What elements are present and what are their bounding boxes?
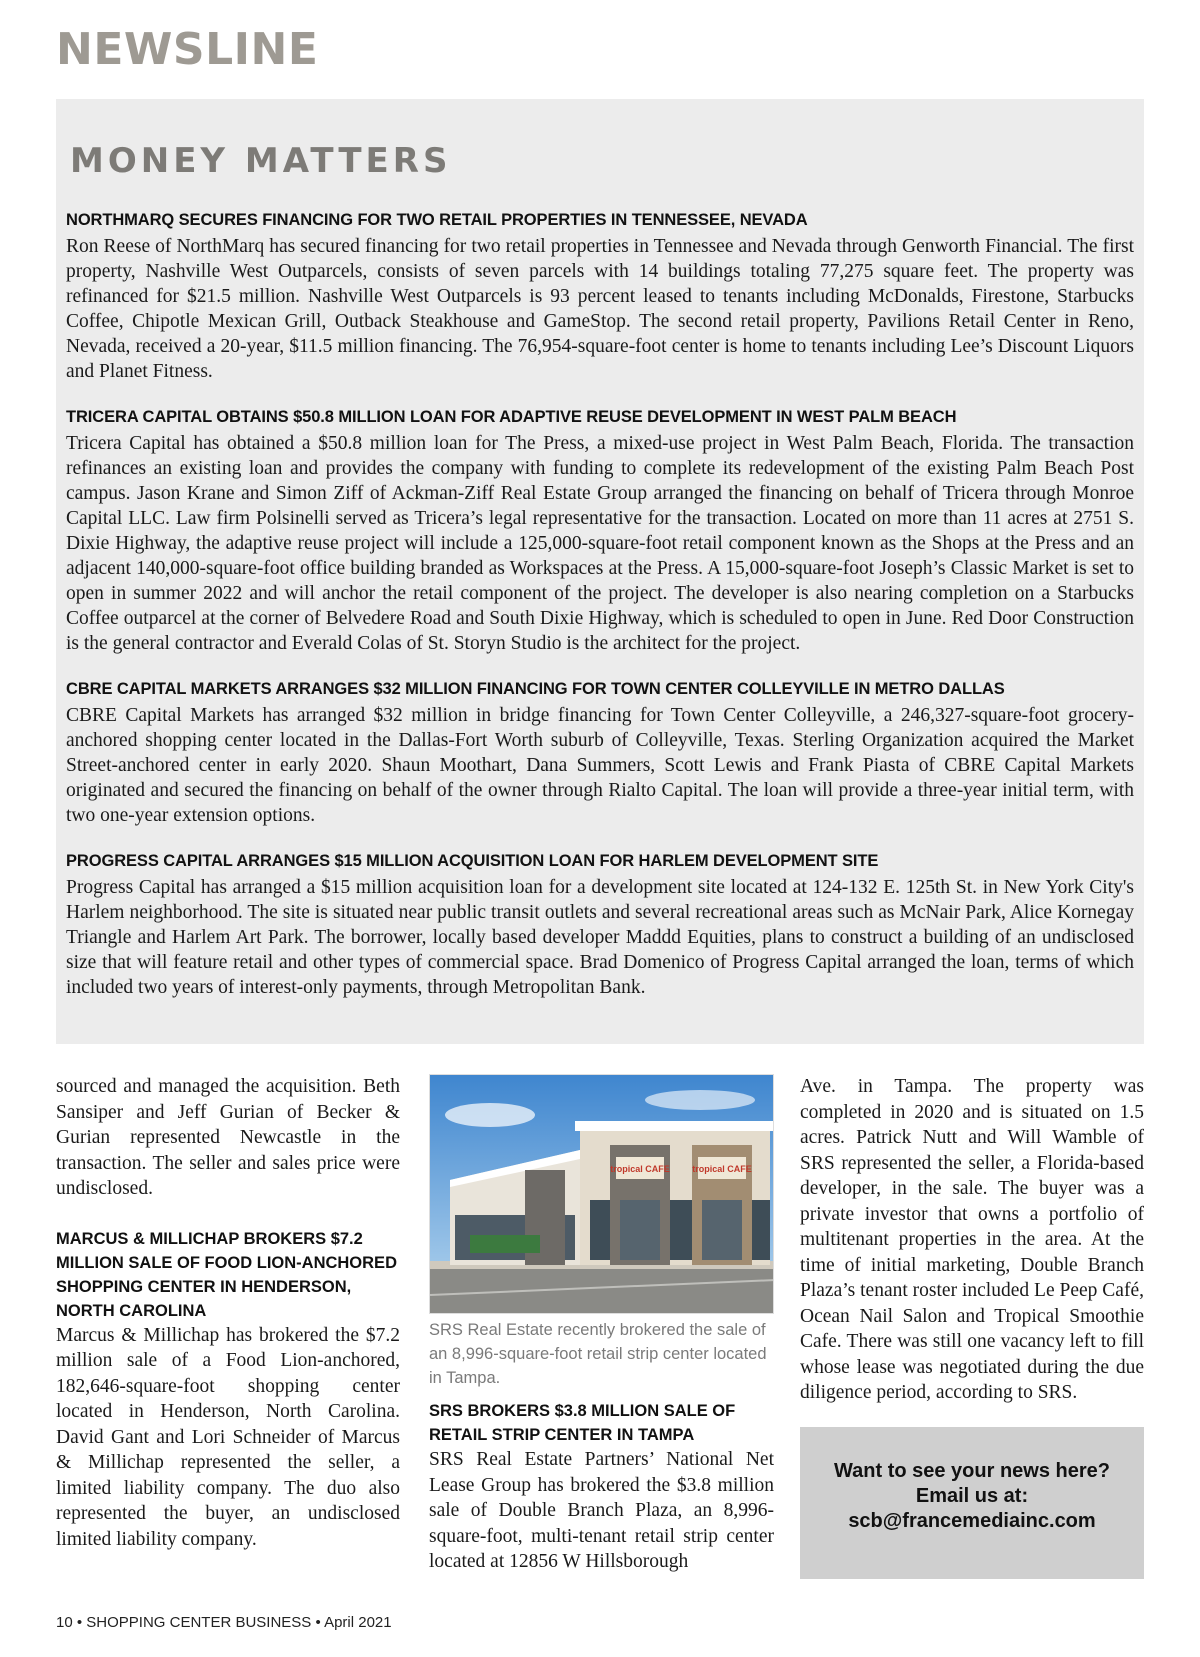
page-footer: 10 • SHOPPING CENTER BUSINESS • April 2021 <box>56 1614 392 1631</box>
article-body: Tricera Capital has obtained a $50.8 million loan for The Press, a mixed-use project in West Palm Beach, Florida. The transaction refinances an existing loan and provides the company with funding to complete its redevelopment of the existing Palm Beach Post campus. Jason Krane and Simon Ziff of Ackman-Ziff Real Estate Group arranged the financing on behalf of Tricera through Monroe Capital LLC. Law firm Polsinelli served as Tricera’s legal representative for the transaction. Located on more than 11 acres at 2751 S. Dixie Highway, the adaptive reuse project will include a 125,000-square-foot retail component known as the Shops at the Press and an adjacent 140,000-square-foot office building branded as Workspaces at the Press. A 15,000-square-foot Joseph’s Classic Market is set to open in summer 2022 and will anchor the retail component of the project. The developer is also nearing completion on a Starbucks Coffee outparcel at the corner of Belvedere Road and South Dixie Highway, which is scheduled to open in June. Red Door Construction is the general contractor and Everald Colas of St. Storyn Studio is the architect for the project. <box>66 433 1134 654</box>
article-body: Marcus & Millichap has brokered the $7.2 million sale of a Food Lion-anchored, 182,646-square-foot shopping center located in Henderson, North Carolina. David Gant and Lori Schneider of Marcus & Millichap represented the seller, a limited liability company. The duo also represented the buyer, an undisclosed limited liability company. <box>56 1324 400 1550</box>
svg-text:tropical CAFE: tropical CAFE <box>610 1164 670 1174</box>
article-headline: TRICERA CAPITAL OBTAINS $50.8 MILLION LOAN FOR ADAPTIVE REUSE DEVELOPMENT IN WEST PALM BEACH <box>66 408 957 426</box>
column-left <box>56 1074 400 1552</box>
article-northmarq <box>66 209 1134 384</box>
article-headline: CBRE CAPITAL MARKETS ARRANGES $32 MILLION FINANCING FOR TOWN CENTER COLLEYVILLE IN METRO DALLAS <box>66 680 1005 698</box>
column-middle <box>429 1074 774 1575</box>
photo-caption: SRS Real Estate recently brokered the sale of an 8,996-square-foot retail strip center located in Tampa. <box>429 1321 767 1387</box>
article-tricera <box>66 406 1134 656</box>
article-body: Ron Reese of NorthMarq has secured financing for two retail properties in Tennessee and Nevada through Genworth Financial. The first property, Nashville West Outparcels, consists of seven parcels with 14 buildings totaling 77,275 square feet. The property was refinanced for $21.5 million. Nashville West Outparcels is 93 percent leased to tenants including McDonalds, Firestone, Starbucks Coffee, Chipotle Mexican Grill, Outback Steakhouse and GameStop. The second retail property, Pavilions Retail Center in Reno, Nevada, received a 20-year, $11.5 million financing. The 76,954-square-foot center is home to tenants including Lee’s Discount Liquors and Planet Fitness. <box>66 236 1134 382</box>
continued-text: sourced and managed the acquisition. Beth Sansiper and Jeff Gurian of Becker & Gurian represented Newcastle in the transaction. The seller and sales price were undisclosed. <box>56 1076 400 1199</box>
article-body: CBRE Capital Markets has arranged $32 million in bridge financing for Town Center Colleyville, a 246,327-square-foot grocery-anchored shopping center located in the Dallas-Fort Worth suburb of Colleyville, Texas. Sterling Organization acquired the Market Street-anchored center in early 2020. Shaun Moothart, Dana Summers, Scott Lewis and Frank Piasta of CBRE Capital Markets originated and secured the financing on behalf of the owner through Rialto Capital. The loan will provide a three-year initial term, with two one-year extension options. <box>66 705 1134 826</box>
cta-line2: Email us at: <box>915 1485 1029 1507</box>
retail-center-photo <box>429 1074 774 1314</box>
article-body: Progress Capital has arranged a $15 million acquisition loan for a development site located at 124-132 E. 125th St. in New York City's Harlem neighborhood. The site is situated near public transit outlets and several recreational areas such as McNair Park, Alice Kornegay Triangle and Harlem Art Park. The borrower, locally based developer Maddd Equities, plans to construct a building of an undisclosed size that will feature retail and other types of commercial space. Brad Domenico of Progress Capital arranged the loan, terms of which included two years of interest-only payments, through Metropolitan Bank. <box>66 877 1134 998</box>
section-header: NEWSLINE <box>56 24 319 75</box>
cta-line1: Want to see your news here? <box>834 1460 1110 1482</box>
article-headline: NORTHMARQ SECURES FINANCING FOR TWO RETAIL PROPERTIES IN TENNESSEE, NEVADA <box>66 211 808 229</box>
article-headline: PROGRESS CAPITAL ARRANGES $15 MILLION ACQUISITION LOAN FOR HARLEM DEVELOPMENT SITE <box>66 852 879 870</box>
svg-text:tropical CAFE: tropical CAFE <box>692 1164 752 1174</box>
news-submission-box <box>800 1427 1144 1579</box>
article-progress <box>66 850 1134 1000</box>
money-matters-box <box>56 99 1144 1044</box>
article-headline: SRS BROKERS $3.8 MILLION SALE OF RETAIL STRIP CENTER IN TAMPA <box>429 1402 736 1444</box>
article-headline: MARCUS & MILLICHAP BROKERS $7.2 MILLION SALE OF FOOD LION-ANCHORED SHOPPING CENTER IN HENDERSON, NORTH CAROLINA <box>56 1229 397 1320</box>
article-body: Ave. in Tampa. The property was completed in 2020 and is situated on 1.5 acres. Patrick Nutt and Will Wamble of SRS represented the seller, a Florida-based developer, in the sale. The buyer was a private investor that owns a portfolio of multitenant properties in the area. At the time of initial marketing, Double Branch Plaza’s tenant roster included Le Peep Café, Ocean Nail Salon and Tropical Smoothie Cafe. There was still one vacancy left to fill whose lease was negotiated during the due diligence period, according to SRS. <box>800 1076 1144 1403</box>
money-matters-title: MONEY MATTERS <box>70 141 452 181</box>
article-body: SRS Real Estate Partners’ National Net Lease Group has brokered the $3.8 million sale of Double Branch Plaza, an 8,996-square-foot, multi-tenant retail strip center located at 12856 W Hillsborough <box>429 1449 774 1572</box>
cta-email[interactable]: scb@francemediainc.com <box>848 1510 1096 1532</box>
article-cbre <box>66 678 1134 828</box>
column-right <box>800 1074 1144 1406</box>
